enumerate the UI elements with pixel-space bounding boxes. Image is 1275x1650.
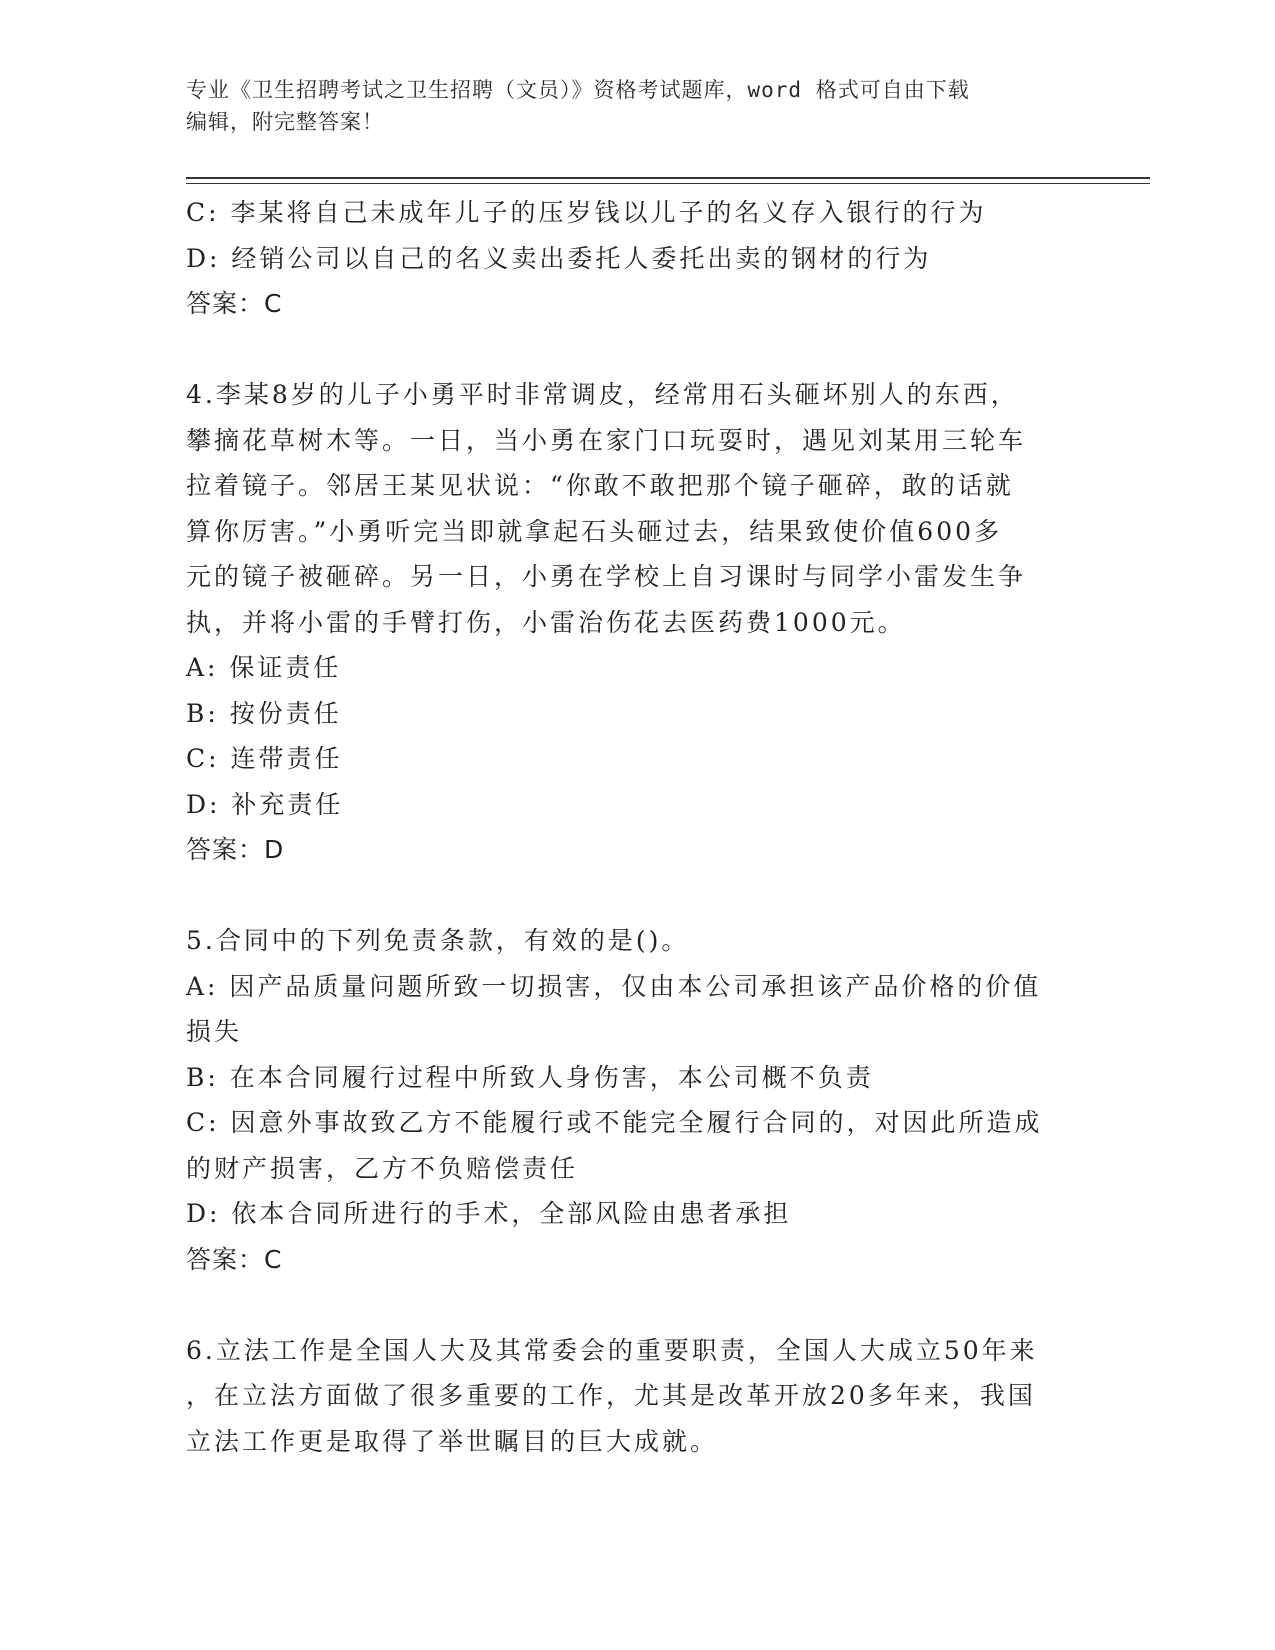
q3-answer: 答案：C — [186, 289, 283, 318]
q5-option-c-line: C: 因意外事故致乙方不能履行或不能完全履行合同的，对因此所造成 — [186, 1108, 1043, 1137]
question-4 — [186, 372, 1086, 873]
header-line-1: 专业《卫生招聘考试之卫生招聘（文员）》资格考试题库，word 格式可自由下载 — [186, 78, 970, 102]
header-line-2: 编辑，附完整答案！ — [186, 110, 384, 134]
q4-stem-line: 拉着镜子。邻居王某见状说：“你敢不敢把那个镜子砸碎，敢的话就 — [186, 471, 1014, 500]
spacer — [186, 327, 1086, 373]
q4-option-b: B: 按份责任 — [186, 698, 342, 728]
header-divider-thick — [186, 177, 1150, 179]
q4-stem-line: 执，并将小雷的手臂打伤，小雷治伤花去医药费1000元。 — [186, 607, 906, 637]
q5-option-b: B: 在本合同履行过程中所致人身伤害，本公司概不负责 — [186, 1062, 874, 1092]
q5-answer: 答案：C — [186, 1244, 283, 1274]
q4-stem-line: 4.李某8岁的儿子小勇平时非常调皮，经常用石头砸坏别人的东西， — [186, 380, 1019, 409]
q6-stem-line: 立法工作更是取得了举世瞩目的巨大成就。 — [186, 1426, 719, 1456]
q4-stem-line: 攀摘花草树木等。一日，当小勇在家门口玩耍时，遇见刘某用三轮车 — [186, 425, 1027, 455]
spacer — [186, 1282, 1086, 1328]
q3-option-d: D: 经销公司以自己的名义卖出委托人委托出卖的钢材的行为 — [186, 243, 932, 273]
q4-stem-line: 算你厉害。”小勇听完当即就拿起石头砸过去，结果致使价值600多 — [186, 516, 1003, 546]
spacer — [186, 873, 1086, 919]
question-content — [186, 190, 1086, 1464]
q4-option-c: C: 连带责任 — [186, 744, 343, 773]
q5-option-c-line: 的财产损害，乙方不负赔偿责任 — [186, 1153, 579, 1183]
q6-stem-line: ，在立法方面做了很多重要的工作，尤其是改革开放20多年来，我国 — [186, 1381, 1036, 1410]
q4-stem-line: 元的镜子被砸碎。另一日，小勇在学校上自习课时与同学小雷发生争 — [186, 562, 1027, 591]
q5-option-a-line: 损失 — [186, 1017, 243, 1046]
q4-answer: 答案：D — [186, 835, 285, 864]
q5-stem: 5.合同中的下列免责条款，有效的是()。 — [186, 926, 690, 955]
q4-option-a: A: 保证责任 — [186, 653, 342, 682]
q4-option-d: D: 补充责任 — [186, 789, 344, 819]
q3-option-c: C: 李某将自己未成年儿子的压岁钱以儿子的名义存入银行的行为 — [186, 198, 987, 227]
page-header — [186, 74, 1066, 138]
q5-option-a-line: A: 因产品质量问题所致一切损害，仅由本公司承担该产品价格的价值 — [186, 971, 1042, 1001]
q6-stem-line: 6.立法工作是全国人大及其常委会的重要职责，全国人大成立50年来 — [186, 1335, 1038, 1365]
question-6 — [186, 1328, 1086, 1465]
question-3 — [186, 190, 1086, 327]
question-5 — [186, 918, 1086, 1282]
header-divider-thin — [186, 183, 1150, 184]
q5-option-d: D: 依本合同所进行的手术，全部风险由患者承担 — [186, 1199, 792, 1228]
